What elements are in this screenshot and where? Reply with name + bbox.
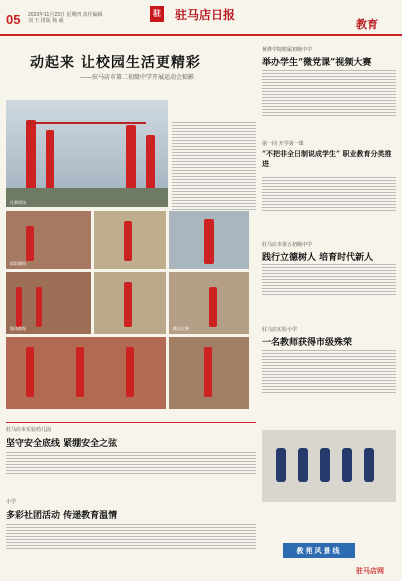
article-body [262,68,396,136]
photo-grid-3 [169,211,249,269]
group-photo [262,430,396,502]
article-kicker: 驻马店实验小学 [262,327,298,333]
article-title: 一名教师获得市级殊荣 [262,338,353,348]
photo-grid-4 [6,272,91,334]
site-watermark: 驻马店网 [356,568,384,575]
photo-caption: 精彩瞬间 [10,261,26,266]
section-divider [6,422,256,423]
article-body [262,175,396,235]
newspaper-logo-icon: 驻 [150,6,164,22]
article-title: 举办学生“微党课”视频大赛 [262,58,372,68]
photo-grid-6 [169,272,249,334]
page-number: 05 [6,12,21,27]
article-kicker: 第一回 开学第一课 [262,141,304,147]
article-body [6,522,256,576]
article-kicker: 驻马店市实验幼儿园 [6,427,52,433]
section-banner: 教苑风景线 [283,543,355,558]
section-title: 教育 [356,18,378,31]
photo-caption: 比赛现场 [10,200,26,205]
article-title: “不把非全日制说成学生” 职业教育分类推进 [262,149,392,168]
photo-caption: 集体跳绳 [10,326,26,331]
article-kicker: 黄骅学院附属初级中学 [262,47,313,53]
article-title: 多彩社团活动 传递教育温情 [6,511,118,521]
lead-subhead: ——驻马店市第二初级中学开展运动会掠影 [80,74,195,81]
article-kicker: 小学 [6,499,17,505]
date-line: 2023年11月23日 星期四 责任编辑 刘 玉 排版 杨 威 [28,12,103,24]
article-title: 坚守安全底线 紧绷安全之弦 [6,439,118,449]
article-body [262,262,396,318]
lead-photo [6,100,168,207]
photo-grid-5 [94,272,166,334]
article-title: 践行立德树人 培育时代新人 [262,253,374,263]
article-kicker: 驻马店市第五初级中学 [262,242,313,248]
photo-grid-1 [6,211,91,269]
photo-caption: 跳远比赛 [173,326,189,331]
photo-grid-8 [169,337,249,409]
photo-grid-7 [6,337,166,409]
lead-headline: 动起来 让校园生活更精彩 [30,55,201,71]
masthead: 驻马店日报 [174,8,235,22]
article-body [262,348,396,424]
article-body [6,450,256,494]
photo-grid-2 [94,211,166,269]
